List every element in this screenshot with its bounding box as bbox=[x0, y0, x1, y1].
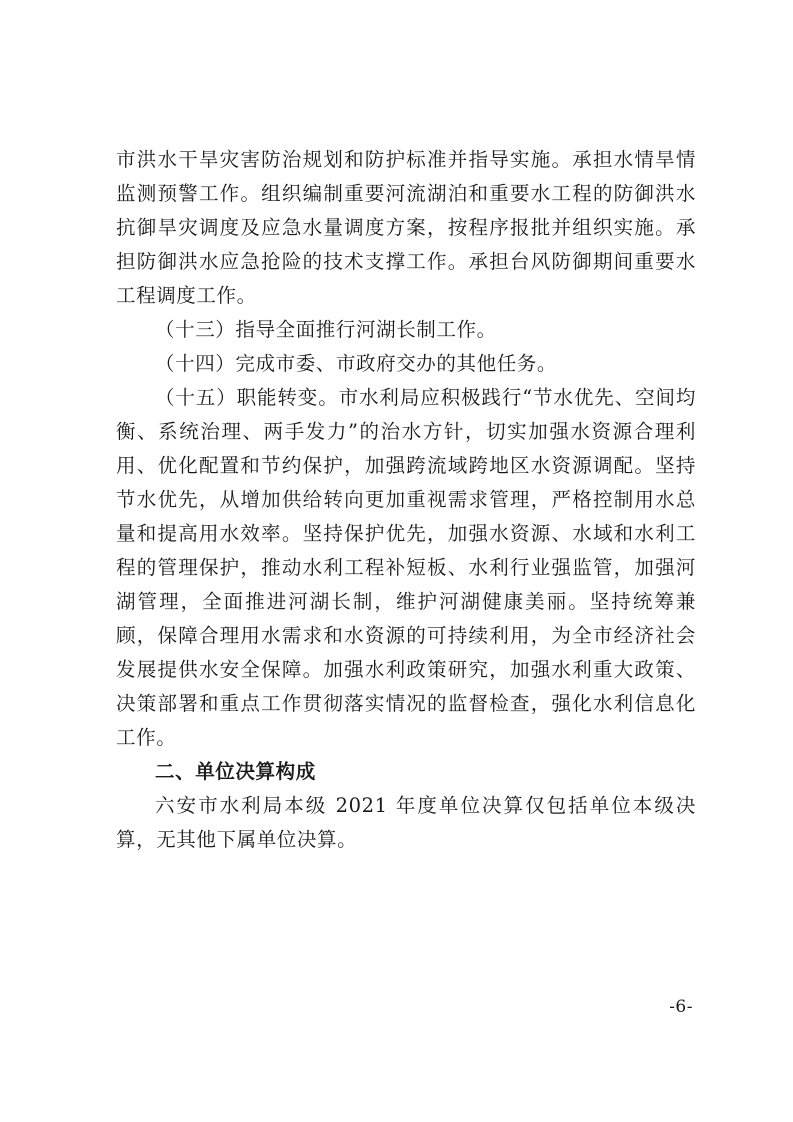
paragraph-item-14: （十四）完成市委、市政府交办的其他任务。 bbox=[155, 352, 558, 375]
paragraph-continuation: 市洪水干旱灾害防治规划和防护标准并指导实施。承担水情旱情监测预警工作。组织编制重要河流湖泊和重要水工程的防御洪水抗御旱灾调度及应急水量调度方案，按程序报批并组织实施。承担防御洪水应急抢险的技术支撑工作。承担台风防御期间重要水工程调度工作。 bbox=[116, 148, 696, 307]
paragraph-item-13: （十三）指导全面推行河湖长制工作。 bbox=[155, 318, 497, 341]
section-body: 六安市水利局本级 2021 年度单位决算仅包括单位本级决算，无其他下属单位决算。 bbox=[116, 794, 696, 851]
section-heading: 二、单位决算构成 bbox=[155, 760, 316, 783]
page-number: -6- bbox=[669, 997, 693, 1017]
paragraph-item-15: （十五）职能转变。市水利局应积极践行“节水优先、空间均衡、系统治理、两手发力”的治水方针，切实加强水资源合理利用、优化配置和节约保护，加强跨流域跨地区水资源调配。坚持节水优先，从增加供给转向更加重视需求管理，严格控制用水总量和提高用水效率。坚持保护优先，加强水资源、水域和水利工程的管理保护，推动水利工程补短板、水利行业强监管，加强河湖管理，全面推进河湖长制，维护河湖健康美丽。坚持统筹兼顾，保障合理用水需求和水资源的可持续利用，为全市经济社会发展提供水安全保障。加强水利政策研究，加强水利重大政策、决策部署和重点工作贯彻落实情况的监督检查，强化水利信息化工作。 bbox=[116, 386, 696, 749]
document-body bbox=[116, 143, 696, 857]
